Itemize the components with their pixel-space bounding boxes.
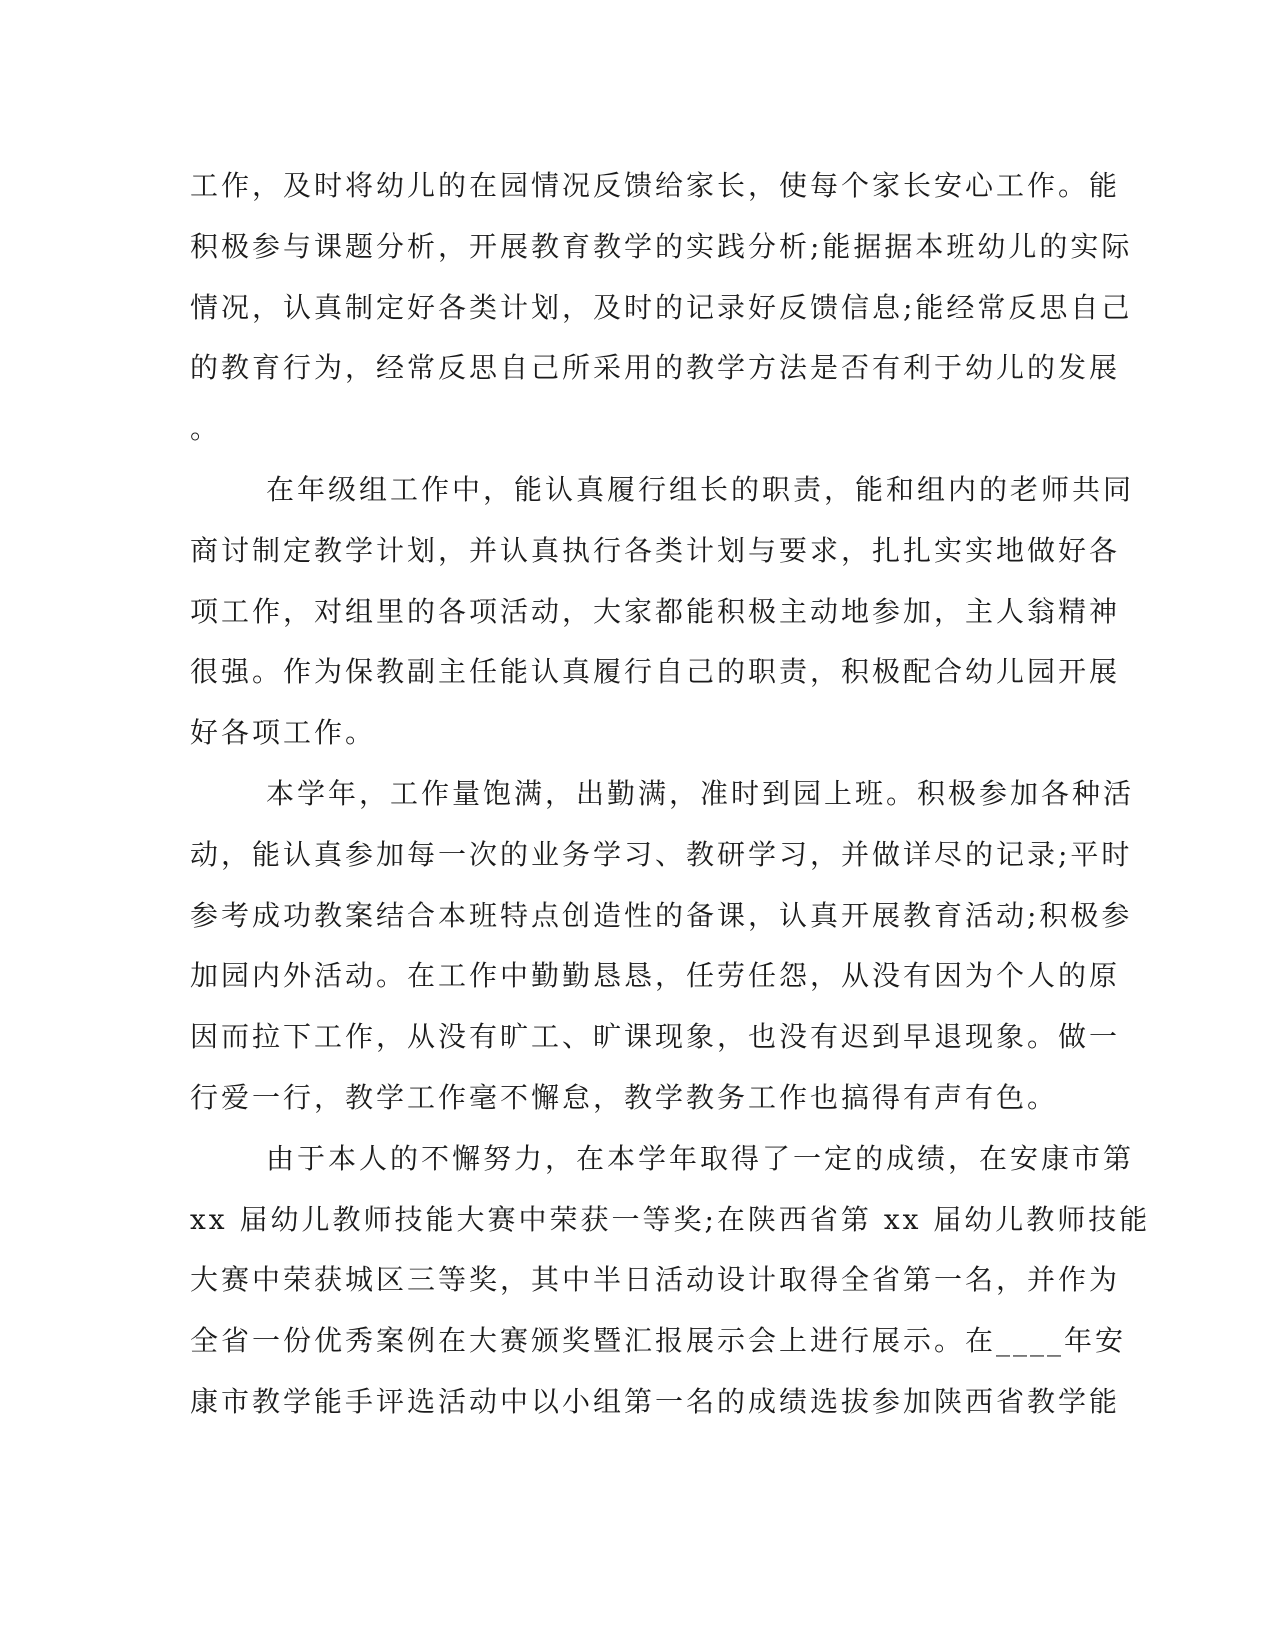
text-line: 参考成功教案结合本班特点创造性的备课，认真开展教育活动;积极参 (190, 898, 1133, 932)
text-line: 康市教学能手评选活动中以小组第一名的成绩选拔参加陕西省教学能 (190, 1384, 1121, 1418)
text-line: 行爱一行，教学工作毫不懈怠，教学教务工作也搞得有声有色。 (190, 1080, 1059, 1114)
text-line: 工作，及时将幼儿的在园情况反馈给家长，使每个家长安心工作。能 (190, 169, 1121, 202)
text-line: 因而拉下工作，从没有旷工、旷课现象，也没有迟到早退现象。做一 (190, 1020, 1121, 1054)
text-line: 很强。作为保教副主任能认真履行自己的职责，积极配合幼儿园开展 (190, 655, 1121, 689)
text-line: 。 (190, 412, 222, 446)
paragraph-first-line: 本学年，工作量饱满，出勤满，准时到园上班。积极参加各种活 (266, 776, 1135, 810)
document-body (190, 156, 1151, 1433)
text-line: 商讨制定教学计划，并认真执行各类计划与要求，扎扎实实地做好各 (190, 533, 1121, 567)
text-line: 的教育行为，经常反思自己所采用的教学方法是否有利于幼儿的发展 (190, 351, 1121, 385)
text-line: 好各项工作。 (190, 716, 377, 750)
text-line: 动，能认真参加每一次的业务学习、教研学习，并做详尽的记录;平时 (190, 837, 1133, 871)
text-line: 加园内外活动。在工作中勤勤恳恳，任劳任怨，从没有因为个人的原 (190, 959, 1121, 993)
text-line: xx 届幼儿教师技能大赛中荣获一等奖;在陕西省第 xx 届幼儿教师技能 (190, 1202, 1151, 1236)
text-line: 全省一份优秀案例在大赛颁奖暨汇报展示会上进行展示。在____年安 (190, 1324, 1127, 1358)
text-line: 积极参与课题分析，开展教育教学的实践分析;能据据本班幼儿的实际 (190, 229, 1133, 263)
text-line: 大赛中荣获城区三等奖，其中半日活动设计取得全省第一名，并作为 (190, 1263, 1121, 1297)
paragraph-first-line: 由于本人的不懈努力，在本学年取得了一定的成绩，在安康市第 (266, 1141, 1135, 1175)
paragraph-first-line: 在年级组工作中，能认真履行组长的职责，能和组内的老师共同 (266, 472, 1135, 506)
text-line: 项工作，对组里的各项活动，大家都能积极主动地参加，主人翁精神 (190, 594, 1121, 628)
text-line: 情况，认真制定好各类计划，及时的记录好反馈信息;能经常反思自己 (190, 290, 1133, 324)
